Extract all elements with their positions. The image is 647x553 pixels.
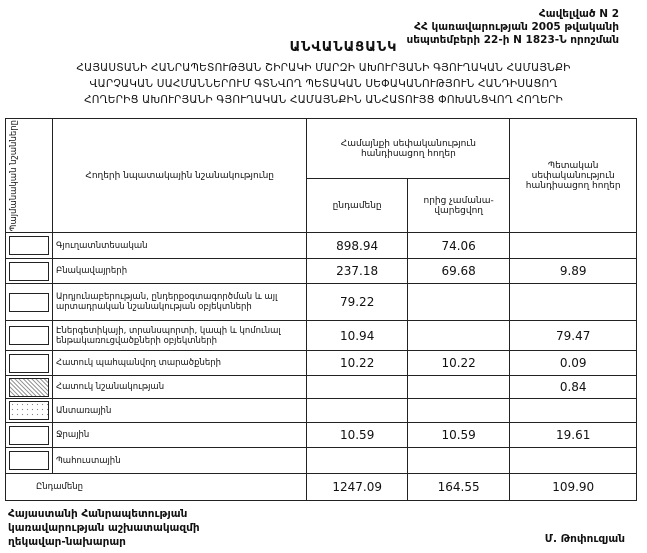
header-of-which: որից չամանա-վարեցվող: [407, 179, 509, 233]
sum-label: Ընդամենը: [6, 474, 307, 501]
symbol-cell: [6, 448, 53, 474]
land-table: [5, 118, 637, 501]
legend-symbol-icon: [9, 293, 49, 312]
table-row: [6, 448, 637, 474]
header-total: ընդամենը: [307, 179, 408, 233]
purpose-cell: Հատուկ պահպանվող տարածքների: [53, 351, 307, 376]
purpose-cell: Էներգետիկայի, տրանսպորտի, կապի և կոմունալ ենթակառուցվածքների օբյեկտների: [53, 321, 307, 351]
symbol-cell: [6, 399, 53, 423]
of-which-cell: [407, 321, 509, 351]
annex-line: Հավելված N 2: [538, 8, 619, 20]
footer-line: Հայաստանի Հանրապետության: [8, 508, 188, 520]
purpose-cell: Պահուստային: [53, 448, 307, 474]
sum-total: 1247.09: [307, 474, 408, 501]
symbol-cell: [6, 233, 53, 259]
purpose-cell: Անտառային: [53, 399, 307, 423]
symbol-cell: [6, 259, 53, 284]
total-cell: 10.22: [307, 351, 408, 376]
subtitle-line: ՀԱՅԱՍՏԱՆԻ ՀԱՆՐԱՊԵՏՈՒԹՅԱՆ ՇԻՐԱԿԻ ՄԱՐԶԻ ԱԽՈՒՐՅԱՆԻ ԳՅՈՒՂԱԿԱՆ ՀԱՄԱՅՆՔԻ: [76, 62, 571, 74]
symbol-cell: [6, 284, 53, 321]
state-cell: [510, 233, 637, 259]
symbol-cell: [6, 376, 53, 399]
header-symbols: [6, 119, 53, 233]
purpose-cell: Գյուղատնտեսական: [53, 233, 307, 259]
total-cell: [307, 399, 408, 423]
purpose-cell: Հատուկ նշանակության: [53, 376, 307, 399]
signature-name: Մ. Թոփուզյան: [544, 533, 625, 545]
sum-state: 109.90: [510, 474, 637, 501]
table-row: [6, 376, 637, 399]
legend-symbol-icon: [9, 378, 49, 397]
purpose-cell: Արդյունաբերության, ընդերքօգտագործման և այլ արտադրական նշանակության օբյեկտների: [53, 284, 307, 321]
header-purpose: Հողերի նպատակային նշանակությունը: [53, 119, 307, 233]
of-which-cell: 69.68: [407, 259, 509, 284]
of-which-cell: 10.59: [407, 423, 509, 448]
sum-of-which: 164.55: [407, 474, 509, 501]
of-which-cell: [407, 448, 509, 474]
of-which-cell: [407, 284, 509, 321]
total-cell: 79.22: [307, 284, 408, 321]
state-cell: 9.89: [510, 259, 637, 284]
footer-position: [8, 507, 200, 549]
symbol-cell: [6, 351, 53, 376]
table-row: [6, 351, 637, 376]
of-which-cell: [407, 376, 509, 399]
total-cell: 10.94: [307, 321, 408, 351]
table-row: [6, 284, 637, 321]
footer-line: կառավարության աշխատակազմի: [8, 522, 200, 534]
of-which-cell: 10.22: [407, 351, 509, 376]
sum-row: [6, 474, 637, 501]
state-cell: 19.61: [510, 423, 637, 448]
purpose-cell: Ջրային: [53, 423, 307, 448]
table-row: [6, 399, 637, 423]
footer-line: ղեկավար-նախարար: [8, 536, 126, 548]
state-cell: [510, 448, 637, 474]
legend-symbol-icon: [9, 426, 49, 445]
total-cell: 10.59: [307, 423, 408, 448]
legend-symbol-icon: [9, 262, 49, 281]
legend-symbol-icon: [9, 401, 49, 420]
state-cell: [510, 399, 637, 423]
table-row: [6, 233, 637, 259]
of-which-cell: 74.06: [407, 233, 509, 259]
purpose-cell: Բնակավայրերի: [53, 259, 307, 284]
legend-symbol-icon: [9, 451, 49, 470]
legend-symbol-icon: [9, 326, 49, 345]
document-title: ԱՆՎԱՆԱՑԱՆԿ: [289, 40, 398, 55]
state-cell: 0.84: [510, 376, 637, 399]
legend-symbol-icon: [9, 354, 49, 373]
table-row: [6, 259, 637, 284]
of-which-cell: [407, 399, 509, 423]
header-symbols-text: Պայմանական նշանները: [9, 119, 19, 232]
header-community: Համայնքի սեփականություն հանդիսացող հողեր: [307, 119, 510, 179]
symbol-cell: [6, 321, 53, 351]
state-cell: [510, 284, 637, 321]
subtitle-line: ՀՈՂԵՐԻՑ ԱԽՈՒՐՅԱՆԻ ԳՅՈՒՂԱԿԱՆ ՀԱՄԱՅՆՔԻՆ ԱՆՀԱՏՈՒՅՑ ՓՈԽԱՆՑՎՈՂ ՀՈՂԵՐԻ: [84, 94, 563, 106]
total-cell: 237.18: [307, 259, 408, 284]
header-state: Պետական սեփականություն հանդիսացող հողեր: [510, 119, 637, 233]
table-row: [6, 423, 637, 448]
state-cell: 0.09: [510, 351, 637, 376]
annex-line: ՀՀ կառավարության 2005 թվականի: [414, 21, 619, 33]
total-cell: 898.94: [307, 233, 408, 259]
annex-line: սեպտեմբերի 22-ի N 1823-Ն որոշման: [406, 34, 619, 46]
document-subtitle: [0, 60, 647, 108]
total-cell: [307, 376, 408, 399]
table-row: [6, 321, 637, 351]
symbol-cell: [6, 423, 53, 448]
subtitle-line: ՎԱՐՉԱԿԱՆ ՍԱՀՄԱՆՆԵՐՈՒՄ ԳՏՆՎՈՂ ՊԵՏԱԿԱՆ ՍԵՓԱԿԱՆՈՒԹՅՈՒՆ ՀԱՆԴԻՍԱՑՈՂ: [89, 78, 558, 90]
state-cell: 79.47: [510, 321, 637, 351]
legend-symbol-icon: [9, 236, 49, 255]
total-cell: [307, 448, 408, 474]
